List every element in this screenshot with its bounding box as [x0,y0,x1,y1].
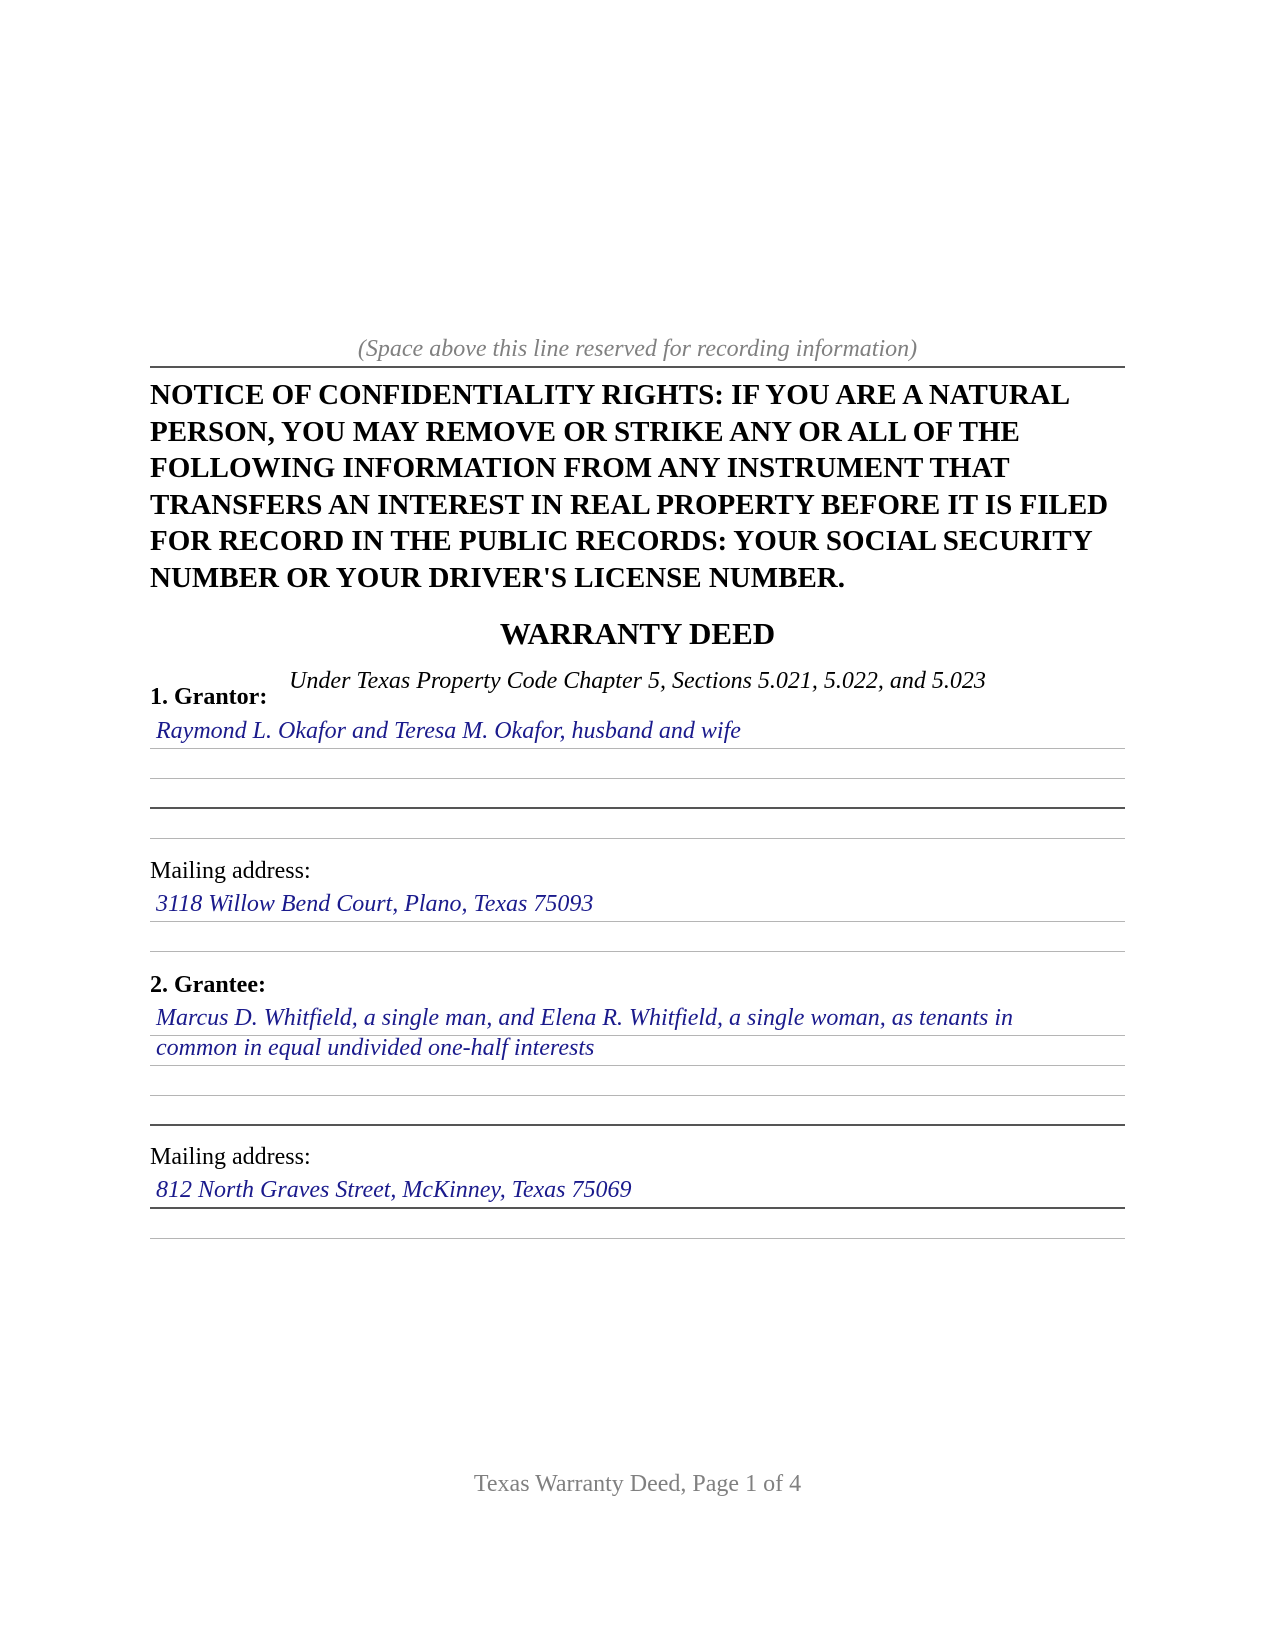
grantor-name-line-3[interactable] [150,778,1125,809]
grantor-name-line-1[interactable] [150,718,1125,749]
grantor-name-line-4[interactable] [150,808,1125,839]
grantor-address-label: Mailing address: [150,858,311,884]
page-footer: Texas Warranty Deed, Page 1 of 4 [473,1471,802,1497]
grantee-address-line-2[interactable] [150,1208,1125,1239]
grantor-address-line-2[interactable] [150,921,1125,952]
grantor-name-line-2[interactable] [150,748,1125,779]
grantor-address-line-1[interactable] [150,891,1125,922]
grantee-name-line-1[interactable] [150,1005,1125,1036]
recording-space-note: (Space above this line reserved for recording information) [357,336,918,362]
grantor-label: 1. Grantor: [150,684,268,710]
grantor-address-text: 3118 Willow Bend Court, Plano, Texas 75093 [156,891,594,917]
grantee-name-text: Marcus D. Whitfield, a single man, and Elena R. Whitfield, a single woman, as tenants in [156,1005,1014,1031]
grantee-address-label: Mailing address: [150,1144,311,1170]
grantee-address-line-1[interactable] [150,1178,1125,1209]
document-subtitle: Under Texas Property Code Chapter 5, Sections 5.021, 5.022, and 5.023 [289,668,986,694]
confidentiality-notice: NOTICE OF CONFIDENTIALITY RIGHTS: IF YOU ARE A NATURAL PERSON, YOU MAY REMOVE OR STRIKE ANY OR ALL OF THE FOLLOWING INFORMATION FROM ANY INSTRUMENT THAT TRANSFERS AN INTEREST IN REAL PROPERTY BEFORE IT IS FILED FOR RECORD IN THE PUBLIC RECORDS: YOUR SOCIAL SECURITY NUMBER OR YOUR DRIVER'S LICENSE NUMBER. [150,379,1109,594]
grantee-address-text: 812 North Graves Street, McKinney, Texas 75069 [156,1177,632,1203]
grantee-name-text-continued: common in equal undivided one-half interests [156,1035,595,1061]
grantee-name-line-3[interactable] [150,1065,1125,1096]
grantee-name-line-4[interactable] [150,1095,1125,1126]
deed-page [150,0,1125,1650]
grantee-name-line-2[interactable] [150,1035,1125,1066]
recording-divider [150,366,1125,368]
grantee-label: 2. Grantee: [150,972,266,998]
grantor-name-text: Raymond L. Okafor and Teresa M. Okafor, husband and wife [156,718,741,744]
document-title: WARRANTY DEED [499,616,776,651]
